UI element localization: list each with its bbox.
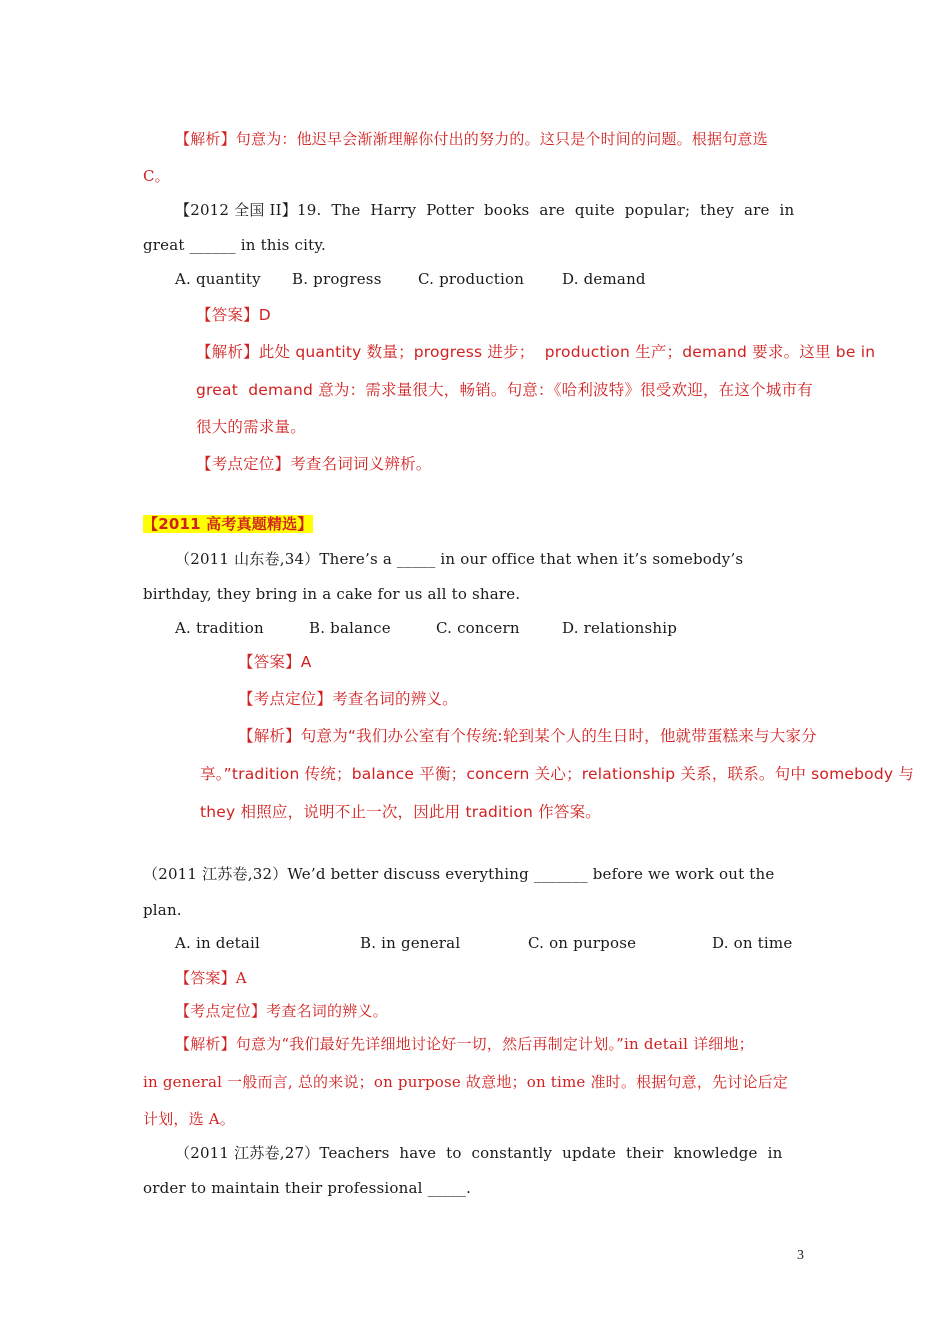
analysis-line: 很大的需求量。 (196, 418, 306, 436)
analysis-line: they 相照应，说明不止一次，因此用 tradition 作答案。 (200, 803, 601, 821)
knowledge-point: 【考点定位】考查名词的辨义。 (175, 1002, 388, 1020)
option-b: B. progress (292, 270, 382, 288)
page-number: 3 (797, 1248, 804, 1263)
option-d: D. on time (712, 934, 793, 952)
option-b: B. in general (360, 934, 461, 952)
option-d: D. relationship (562, 619, 678, 637)
knowledge-point: 【考点定位】考查名词词义辨析。 (196, 455, 432, 473)
analysis-line: C。 (143, 167, 170, 185)
option-b: B. balance (309, 619, 391, 637)
question-stem: birthday, they bring in a cake for us all to share. (143, 585, 521, 603)
question-stem: 【2012 全国 II】19. The Harry Potter books are quite popular; they are in (175, 201, 795, 219)
analysis-line: 计划，选 A。 (143, 1110, 236, 1128)
question-stem: （2011 江苏卷,32）We’d better discuss everything _______ before we work out the (143, 865, 775, 883)
analysis-line: 【解析】此处 quantity 数量；progress 进步； production 生产；demand 要求。这里 be in (196, 343, 876, 361)
question-stem: （2011 山东卷,34）There’s a _____ in our office that when it’s somebody’s (175, 550, 744, 568)
option-a: A. in detail (175, 934, 261, 952)
knowledge-point: 【考点定位】考查名词的辨义。 (238, 690, 458, 708)
answer-label: 【答案】D (196, 306, 271, 324)
analysis-line: in general 一般而言, 总的来说；on purpose 故意地；on time 准时。根据句意，先讨论后定 (143, 1073, 789, 1091)
analysis-line: 【解析】句意为“我们最好先详细地讨论好一切，然后再制定计划。”in detail 详细地； (175, 1035, 754, 1053)
section-heading (143, 513, 313, 534)
answer-label: 【答案】A (175, 969, 247, 987)
analysis-line: great demand 意为：需求量很大，畅销。句意：《哈利波特》很受欢迎，在这个城市有 (196, 381, 813, 399)
option-c: C. on purpose (528, 934, 637, 952)
analysis-line: 享。”tradition 传统；balance 平衡；concern 关心；relationship 关系，联系。句中 somebody 与 (200, 765, 915, 783)
question-stem: great ______ in this city. (143, 236, 327, 254)
option-c: C. production (418, 270, 525, 288)
section-heading-text: 【2011 高考真题精选】 (143, 515, 313, 533)
option-d: D. demand (562, 270, 646, 288)
question-stem: （2011 江苏卷,27）Teachers have to constantly update their knowledge in (175, 1144, 783, 1162)
question-stem: order to maintain their professional _____. (143, 1179, 472, 1197)
answer-label: 【答案】A (238, 653, 312, 671)
question-stem: plan. (143, 901, 182, 919)
analysis-line: 【解析】句意为：他迟早会渐渐理解你付出的努力的。这只是个时间的问题。根据句意选 (175, 130, 768, 148)
option-a: A. quantity (175, 270, 261, 288)
analysis-line: 【解析】句意为“我们办公室有个传统:轮到某个人的生日时，他就带蛋糕来与大家分 (238, 727, 817, 745)
option-a: A. tradition (175, 619, 264, 637)
option-c: C. concern (436, 619, 520, 637)
